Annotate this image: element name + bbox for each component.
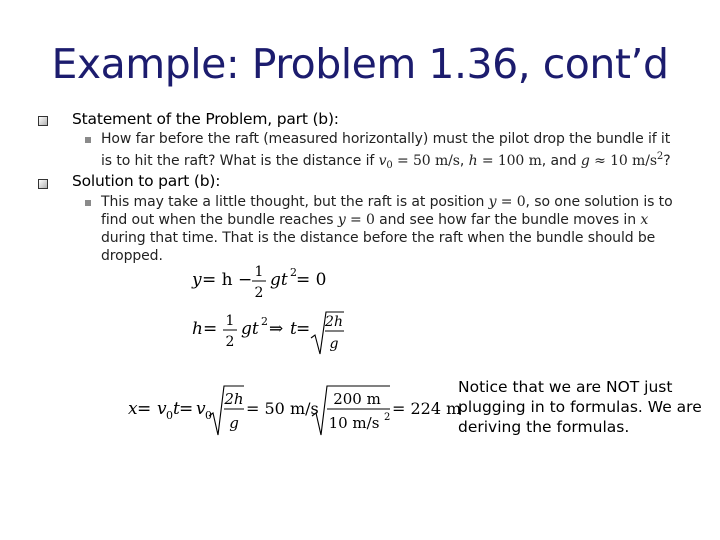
eq3-rad-num: 2h — [224, 390, 244, 408]
hollow-square-bullet-icon — [38, 116, 48, 126]
eq3-eq2: = — [179, 399, 194, 419]
eq3-t: t — [173, 399, 180, 419]
eq2-rad-num: 2h — [325, 314, 343, 330]
eq1-exp: 2 — [290, 266, 297, 279]
var-g: g — [580, 153, 590, 169]
eq1-mid-text: = h − — [202, 270, 253, 290]
eq3-v2: v — [196, 399, 206, 419]
eq3-rad2-num: 200 m — [333, 390, 381, 408]
eq3-eq1: = — [137, 399, 152, 419]
problem-line-2 — [101, 148, 671, 175]
equation-2 — [192, 308, 352, 358]
eq3-rad2-den: 10 m/s — [328, 414, 380, 432]
g-value: ≈ 10 m/s — [589, 153, 657, 169]
solution-line-2a: find out when the bundle reaches — [101, 212, 338, 228]
eq3-rad2-exp: 2 — [384, 412, 391, 423]
eq2-frac-num: 1 — [225, 313, 235, 329]
solution-line-1b: , so one solution is to — [525, 194, 673, 210]
solution-line-2b: and see how far the bundle moves in — [374, 212, 641, 228]
eq2-t-eq: = — [296, 319, 311, 339]
sep: , — [459, 153, 469, 169]
solution-line-4: dropped. — [101, 248, 163, 264]
h-value: = 100 m — [477, 153, 542, 169]
filled-square-bullet-icon — [85, 137, 91, 143]
problem-line-2-text: is to hit the raft? What is the distance if — [101, 153, 379, 169]
hollow-square-bullet-icon — [38, 179, 48, 189]
equation-3 — [128, 380, 462, 440]
eq2-gt: gt — [241, 319, 259, 339]
solution-line-1 — [101, 193, 673, 211]
eq3-v: v — [157, 399, 167, 419]
eq3-sub: 0 — [166, 409, 173, 422]
slide-title: Example: Problem 1.36, cont’d — [51, 40, 669, 88]
y-value: = 0 — [345, 212, 375, 228]
eq2-exp: 2 — [261, 315, 268, 328]
problem-text — [101, 130, 671, 175]
filled-square-bullet-icon — [85, 200, 91, 206]
y-value: = 0 — [496, 194, 526, 210]
v-value: = 50 m/s — [392, 153, 460, 169]
eq2-eq: = — [203, 319, 218, 339]
eq1-frac-num: 1 — [254, 264, 264, 280]
eq2-lhs: h — [192, 319, 203, 339]
note-text: Notice that we are NOT just plugging in to formulas. We are deriving the formulas. — [458, 378, 702, 436]
heading-statement: Statement of the Problem, part (b): — [72, 110, 339, 128]
var-h: h — [468, 153, 478, 169]
eq1-mid — [202, 270, 252, 290]
solution-text — [101, 193, 673, 265]
solution-line-1a: This may take a little thought, but the raft is at position — [101, 194, 489, 210]
problem-line-1: How far before the raft (measured horizontally) must the pilot drop the bundle if it — [101, 131, 671, 147]
eq2-t: t — [290, 319, 297, 339]
solution-line-2 — [101, 211, 673, 229]
eq1-rhs: = 0 — [296, 270, 327, 290]
var-y: y — [488, 194, 497, 210]
var-x: x — [640, 212, 649, 228]
equation-1 — [192, 262, 327, 302]
solution-line-3: during that time. That is the distance before the raft when the bundle should be — [101, 230, 656, 246]
eq3-speed: = 50 m/s — [246, 399, 319, 418]
g-exp: 2 — [656, 151, 664, 162]
eq3-rad-den: g — [229, 414, 239, 432]
eq3-lhs: x — [128, 399, 138, 419]
heading-solution: Solution to part (b): — [72, 172, 221, 190]
eq1-frac-den: 2 — [254, 285, 264, 301]
and-text: , and — [541, 153, 581, 169]
var-y: y — [337, 212, 346, 228]
eq3-sub2: 0 — [205, 409, 212, 422]
eq2-rad-den: g — [329, 336, 339, 352]
eq1-gt: gt — [270, 270, 288, 290]
eq2-frac-den: 2 — [225, 334, 235, 350]
var-v-sub: 0 — [386, 160, 393, 171]
eq3-result: = 224 m — [392, 399, 462, 418]
var-v: v — [378, 153, 387, 169]
eq1-lhs: y — [192, 270, 202, 290]
implies-arrow-icon: ⇒ — [269, 319, 284, 339]
question-mark: ? — [663, 153, 671, 169]
